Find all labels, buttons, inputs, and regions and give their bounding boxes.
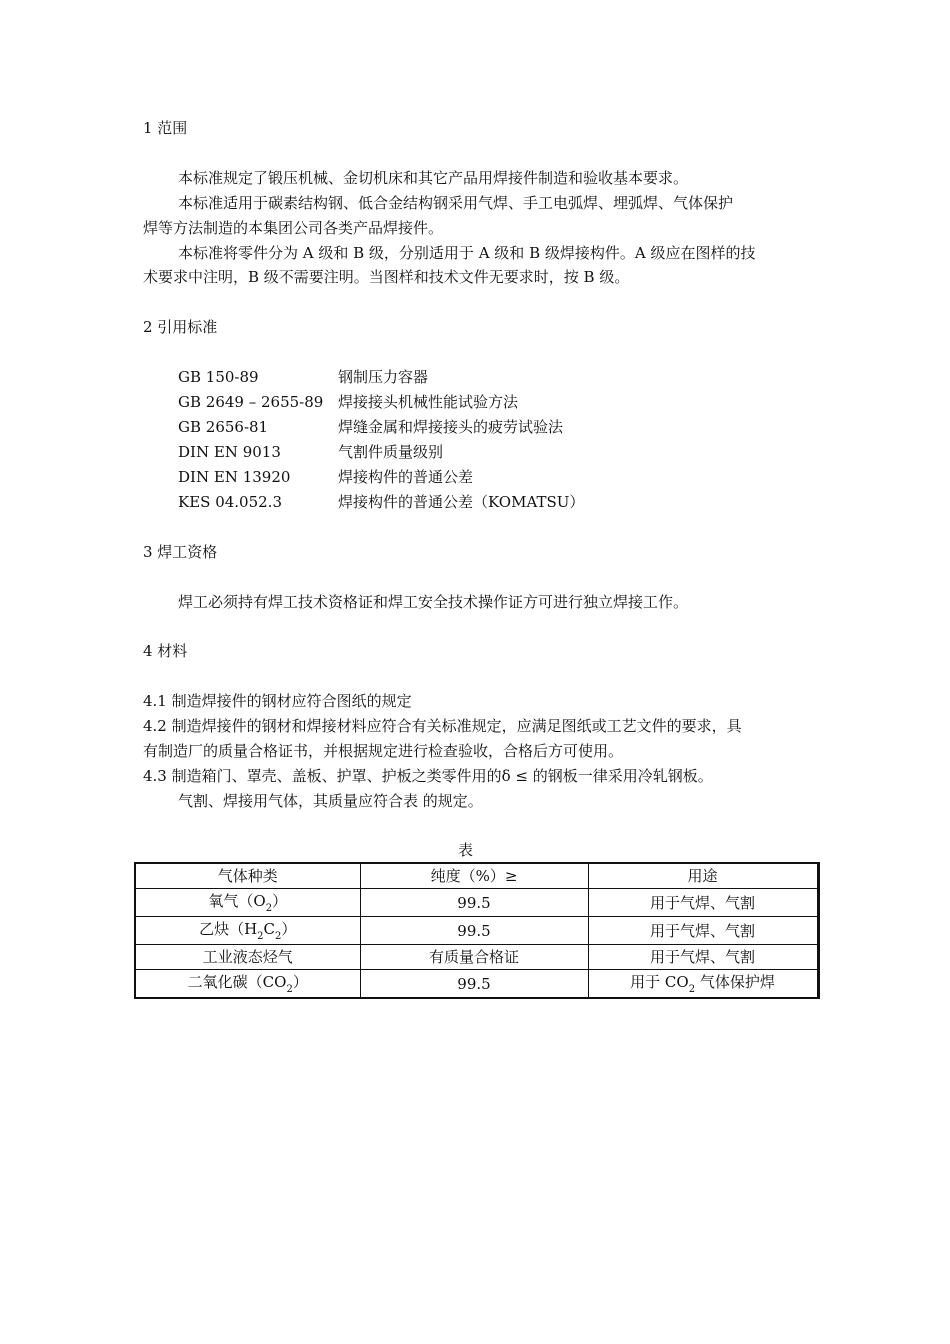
paragraph-line: 本标准规定了锻压机械、金切机床和其它产品用焊接件制造和验收基本要求。 <box>178 169 689 187</box>
header-use: 用途 <box>588 863 818 889</box>
table-row <box>135 945 818 970</box>
ref-code: GB 2656-81 <box>178 418 269 436</box>
cell-gas: 二氧化碳$(CO_2)$ <box>135 970 360 999</box>
paragraph-line: 焊等方法制造的本集团公司各类产品焊接件。 <box>143 219 444 237</box>
cell-purity: 有质量合格证 <box>360 945 588 970</box>
paragraph-line: 焊工必须持有焊工技术资格证和焊工安全技术操作证方可进行独立焊接工作。 <box>178 593 689 611</box>
cell-purity: 99.5 <box>360 970 588 999</box>
clause-4-3: 4.3 制造箱门、罩壳、盖板、护罩、护板之类零件用的δ ≤ 的钢板一律采用冷轧钢板。 <box>143 767 713 785</box>
section-1-heading: 1 范围 <box>143 119 188 137</box>
clause-4-2: 4.2 制造焊接件的钢材和焊接材料应符合有关标准规定，应满足图纸或工艺文件的要求，具 <box>143 717 742 735</box>
header-purity: 纯度（%）≥ <box>360 863 588 889</box>
ref-code: DIN EN 13920 <box>178 468 291 486</box>
ref-name: 焊缝金属和焊接接头的疲劳试验法 <box>338 418 564 436</box>
section-3-heading: 3 焊工资格 <box>143 543 218 561</box>
cell-purity: 99.5 <box>360 917 588 945</box>
ref-name: 钢制压力容器 <box>338 368 429 386</box>
ref-code: KES 04.052.3 <box>178 493 282 511</box>
clause-4-2-cont: 有制造厂的质量合格证书，并根据规定进行检查验收，合格后方可使用。 <box>143 742 624 760</box>
ref-name: 焊接接头机械性能试验方法 <box>338 393 519 411</box>
ref-code: DIN EN 9013 <box>178 443 281 461</box>
ref-name: 气割件质量级别 <box>338 443 444 461</box>
cell-gas: 氧气$(O_2)$ <box>135 889 360 917</box>
cell-use: 用于气焊、气割 <box>588 945 818 970</box>
section-2-heading: 2 引用标准 <box>143 318 218 336</box>
table-row <box>135 917 818 945</box>
cell-purity: 99.5 <box>360 889 588 917</box>
ref-code: GB 150-89 <box>178 368 259 386</box>
header-gas-type: 气体种类 <box>135 863 360 889</box>
cell-gas: 工业液态烃气 <box>135 945 360 970</box>
cell-use: 用于气焊、气割 <box>588 889 818 917</box>
cell-gas: 乙炔$(H_2C_2)$ <box>135 917 360 945</box>
table-row <box>135 889 818 917</box>
cell-use: 用于气焊、气割 <box>588 917 818 945</box>
table-header-row <box>135 863 818 889</box>
ref-name: 焊接构件的普通公差 <box>338 468 474 486</box>
ref-code: GB 2649 – 2655-89 <box>178 393 324 411</box>
paragraph-line: 术要求中注明，B 级不需要注明。当图样和技术文件无要求时，按 B 级。 <box>143 268 630 286</box>
section-4-heading: 4 材料 <box>143 642 188 660</box>
table-caption: 表 <box>458 841 474 859</box>
clause-4-4: 气割、焊接用气体，其质量应符合表 的规定。 <box>178 792 483 810</box>
clause-4-1: 4.1 制造焊接件的钢材应符合图纸的规定 <box>143 692 412 710</box>
ref-name: 焊接构件的普通公差（KOMATSU） <box>338 493 585 511</box>
paragraph-line: 本标准适用于碳素结构钢、低合金结构钢采用气焊、手工电弧焊、埋弧焊、气体保护 <box>178 194 734 212</box>
cell-use: 用于 $CO_2$ 气体保护焊 <box>588 970 818 999</box>
table-row <box>135 970 818 999</box>
gas-table <box>134 862 820 999</box>
paragraph-line: 本标准将零件分为 A 级和 B 级，分别适用于 A 级和 B 级焊接构件。A 级应在图样的技 <box>178 244 756 262</box>
